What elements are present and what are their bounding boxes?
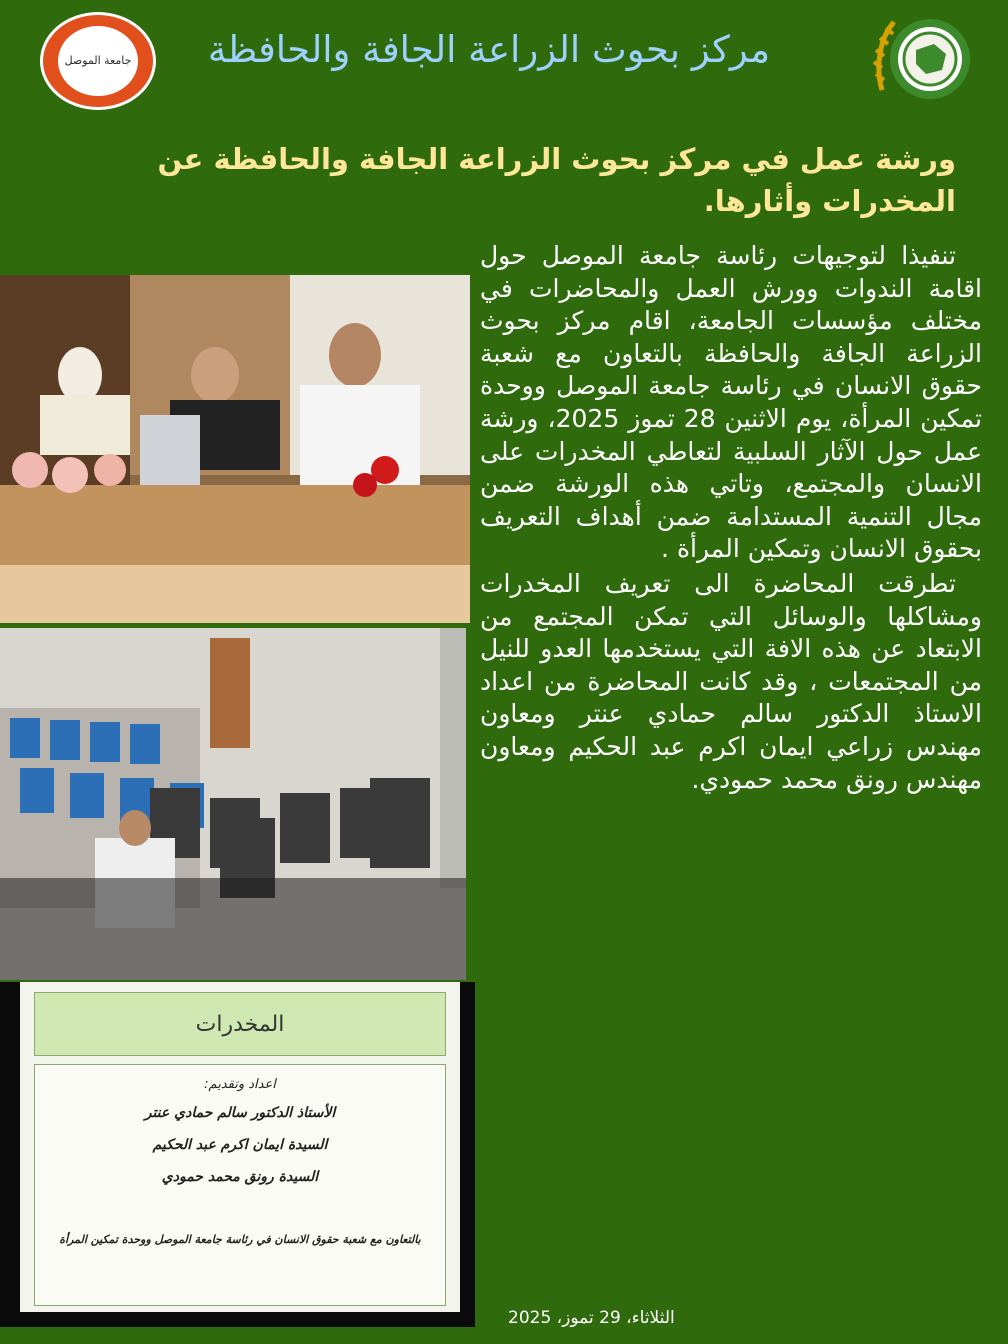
article-headline: ورشة عمل في مركز بحوث الزراعة الجافة والحافظة عن المخدرات وأثارها. xyxy=(157,142,956,219)
slide-presenter-3: السيدة رونق محمد حمودي xyxy=(161,1169,319,1185)
slide-cooperation: بالتعاون مع شعبة حقوق الانسان في رئاسة جامعة الموصل ووحدة تمكين المرأة xyxy=(59,1233,421,1246)
article-body xyxy=(480,240,982,798)
slide-body xyxy=(34,1064,446,1306)
article-paragraph-1: تنفيذا لتوجيهات رئاسة جامعة الموصل حول اقامة الندوات وورش العمل والمحاضرات في مختلف مؤسسات الجامعة، اقام مركز بحوث الزراعة الجافة والحافظة بالتعاون مع شعبة حقوق الانسان في رئاسة جامعة الموصل ووحدة تمكين المرأة، يوم الاثنين 28 تموز 2025، ورشة عمل حول الآثار السلبية لتعاطي المخدرات على الانسان والمجتمع، وتاتي هذه الورشة ضمن مجال التنمية المستدامة ضمن أهداف التعريف بحقوق الانسان وتمكين المرأة . xyxy=(480,241,982,564)
slide-presenter-1: الأستاذ الدكتور سالم حمادي عنتر xyxy=(144,1105,336,1121)
university-of-mosul-logo-icon xyxy=(40,12,156,110)
site-title: مركز بحوث الزراعة الجافة والحافظة xyxy=(207,28,771,71)
audience-photo xyxy=(0,628,466,980)
university-logo-text: جامعة الموصل xyxy=(58,26,138,96)
presentation-slide xyxy=(20,982,460,1312)
slide-presenter-2: السيدة ايمان اكرم عبد الحكيم xyxy=(152,1137,328,1153)
slide-title: المخدرات xyxy=(34,992,446,1056)
article-paragraph-2: تطرقت المحاضرة الى تعريف المخدرات ومشاكلها والوسائل التي تمكن المجتمع من الابتعاد عن هذه الافة التي يستخدمها العدو للنيل من المجتمعات ، وقد كانت المحاضرة من اعداد الاستاذ الدكتور سالم حمادي عنتر ومعاون مهندس زراعي ايمان اكرم عبد الحكيم ومعاون مهندس رونق محمد حمودي. xyxy=(480,568,982,794)
research-center-logo-icon xyxy=(868,10,976,108)
presentation-slide-photo xyxy=(0,982,475,1327)
workshop-panel-photo xyxy=(0,275,470,623)
footer-date: الثلاثاء، 29 تموز، 2025 xyxy=(508,1308,675,1328)
slide-prepared-by: اعداد وتقديم: xyxy=(204,1077,276,1092)
